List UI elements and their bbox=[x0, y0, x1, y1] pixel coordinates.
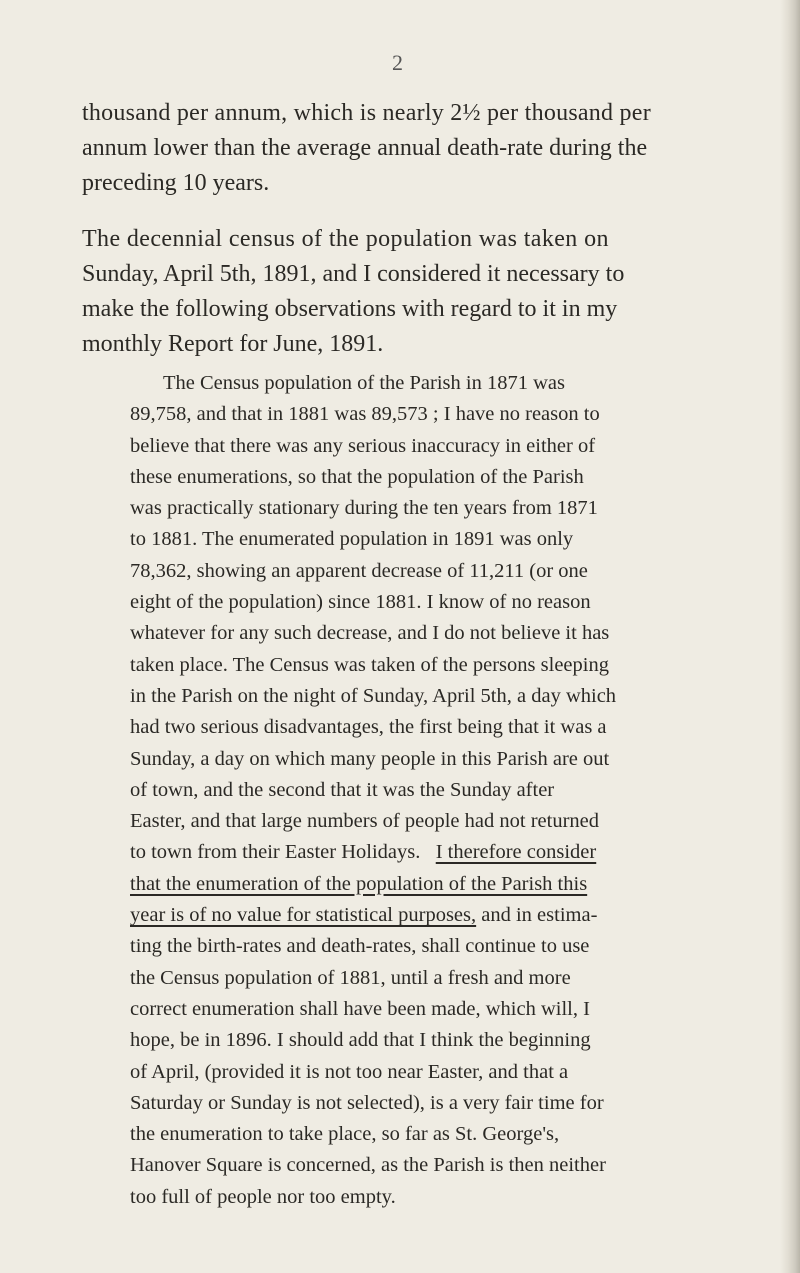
text-line: Easter, and that large numbers of people had not returned bbox=[130, 810, 599, 833]
underlined-text-line: that the enumeration of the population of the Parish this bbox=[130, 872, 588, 895]
text-line: preceding 10 years. bbox=[82, 170, 270, 196]
text-line bbox=[130, 900, 616, 931]
text-line: 78,362, showing an apparent decrease of 11,211 (or one bbox=[130, 559, 588, 582]
text-line: Sunday, a day on which many people in this Parish are out bbox=[130, 747, 610, 770]
paragraph-census-intro bbox=[82, 222, 624, 362]
text-line: believe that there was any serious inaccuracy in either of bbox=[130, 434, 596, 457]
text-line: ting the birth-rates and death-rates, shall continue to use bbox=[130, 935, 590, 958]
paragraph-census-quote bbox=[130, 368, 616, 1213]
text-line: The decennial census of the population was taken on bbox=[82, 226, 609, 252]
text-line: 89,758, and that in 1881 was 89,573 ; I have no reason to bbox=[130, 403, 600, 426]
text-line: these enumerations, so that the population of the Parish bbox=[130, 465, 584, 488]
text-line bbox=[130, 837, 616, 868]
text-line: in the Parish on the night of Sunday, April 5th, a day which bbox=[130, 684, 617, 707]
text-line: of April, (provided it is not too near Easter, and that a bbox=[130, 1060, 569, 1083]
text-line: the enumeration to take place, so far as St. George's, bbox=[130, 1123, 560, 1146]
text-line: Sunday, April 5th, 1891, and I considered it necessary to bbox=[82, 261, 625, 287]
page-number: 2 bbox=[392, 50, 403, 75]
text-line: of town, and the second that it was the Sunday after bbox=[130, 778, 555, 801]
text-line: to 1881. The enumerated population in 1891 was only bbox=[130, 528, 574, 551]
text-line: taken place. The Census was taken of the persons sleeping bbox=[130, 653, 609, 676]
text-line: hope, be in 1896. I should add that I think the beginning bbox=[130, 1029, 591, 1052]
text-segment: to town from their Easter Holidays. bbox=[130, 841, 421, 864]
text-line: had two serious disadvantages, the first being that it was a bbox=[130, 716, 607, 739]
text-line: was practically stationary during the ten years from 1871 bbox=[130, 497, 598, 520]
text-line: eight of the population) since 1881. I know of no reason bbox=[130, 591, 591, 614]
text-line: thousand per annum, which is nearly 2½ per thousand per bbox=[82, 100, 651, 126]
text-segment: and in estima- bbox=[481, 904, 598, 927]
text-line: Hanover Square is concerned, as the Parish is then neither bbox=[130, 1154, 606, 1177]
underlined-text: year is of no value for statistical purposes, bbox=[130, 904, 477, 927]
text-line: annum lower than the average annual death-rate during the bbox=[82, 135, 648, 161]
text-line: make the following observations with regard to it in my bbox=[82, 296, 618, 322]
text-line: monthly Report for June, 1891. bbox=[82, 331, 384, 357]
text-line: too full of people nor too empty. bbox=[130, 1185, 396, 1208]
text-line: correct enumeration shall have been made, which will, I bbox=[130, 997, 590, 1020]
text-line: whatever for any such decrease, and I do not believe it has bbox=[130, 622, 610, 645]
text-line: the Census population of 1881, until a fresh and more bbox=[130, 966, 571, 989]
text-line: The Census population of the Parish in 1871 was bbox=[163, 372, 565, 394]
paragraph-death-rate bbox=[82, 96, 651, 201]
text-line: Saturday or Sunday is not selected), is a very fair time for bbox=[130, 1091, 604, 1114]
page-edge-shadow bbox=[780, 0, 800, 1273]
underlined-text: I therefore consider bbox=[435, 841, 597, 864]
